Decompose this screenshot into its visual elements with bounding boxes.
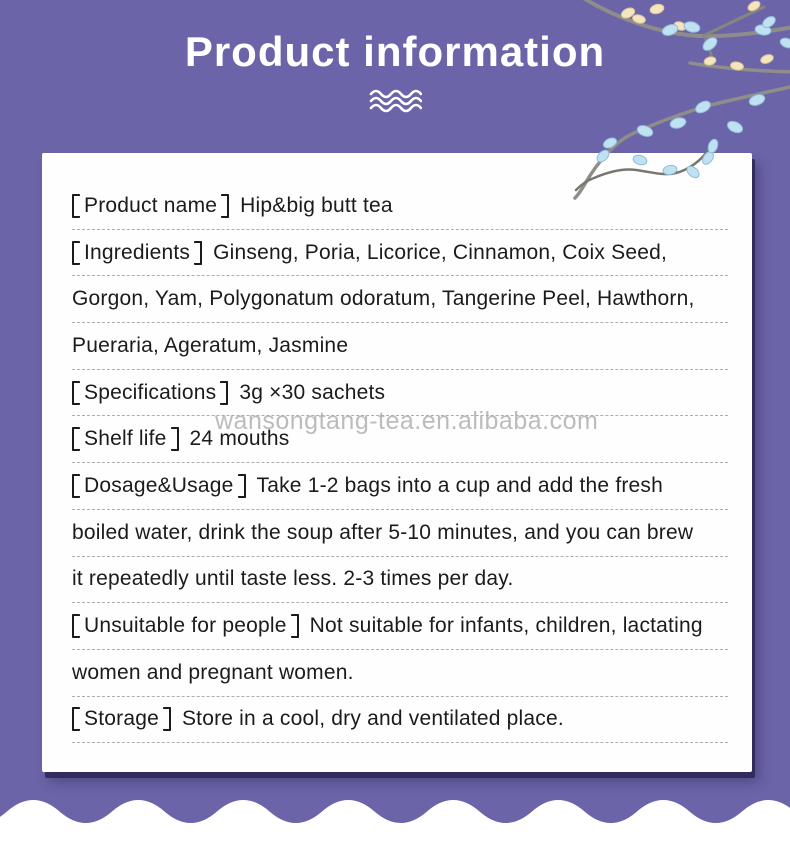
info-row (72, 416, 728, 463)
field-value: Pueraria, Ageratum, Jasmine (72, 333, 349, 357)
watermark-text: wansongtang-tea.en.alibaba.com (215, 407, 599, 435)
page-title: Product information (184, 28, 606, 75)
field-label: Product name (84, 193, 218, 217)
right-lenticular-bracket (194, 241, 202, 265)
info-row (72, 697, 728, 744)
info-row (72, 510, 728, 557)
right-lenticular-bracket (238, 474, 246, 498)
field-value: 24 mouths (189, 427, 290, 451)
field-value: boiled water, drink the soup after 5-10 minutes, and you can brew (72, 520, 694, 544)
page-header (0, 0, 790, 120)
field-value: Gorgon, Yam, Polygonatum odoratum, Tangerine Peel, Hawthorn, (72, 287, 695, 311)
field-label: Shelf life (84, 427, 167, 451)
info-row (72, 276, 728, 323)
scalloped-bottom-edge (0, 794, 790, 854)
info-row (72, 183, 728, 230)
right-lenticular-bracket (291, 614, 299, 638)
left-lenticular-bracket (72, 614, 80, 638)
info-row (72, 323, 728, 370)
product-info-card (42, 153, 752, 772)
field-label: Storage (84, 707, 159, 731)
right-lenticular-bracket (221, 194, 229, 218)
product-info-list (72, 183, 728, 743)
field-value: women and pregnant women. (72, 660, 354, 684)
right-lenticular-bracket (171, 427, 179, 451)
field-value: Take 1-2 bags into a cup and add the fresh (256, 473, 664, 497)
right-lenticular-bracket (220, 381, 228, 405)
left-lenticular-bracket (72, 381, 80, 405)
field-value: Hip&big butt tea (240, 193, 393, 217)
field-value: Ginseng, Poria, Licorice, Cinnamon, Coix Seed, (213, 240, 668, 264)
left-lenticular-bracket (72, 194, 80, 218)
info-row (72, 230, 728, 277)
field-label: Dosage&Usage (84, 473, 234, 497)
field-value: 3g ×30 sachets (239, 380, 386, 404)
field-label: Unsuitable for people (84, 614, 287, 638)
left-lenticular-bracket (72, 241, 80, 265)
field-label: Ingredients (84, 240, 191, 264)
info-row (72, 463, 728, 510)
field-value: Store in a cool, dry and ventilated place. (181, 707, 564, 731)
field-value: it repeatedly until taste less. 2-3 times per day. (72, 567, 514, 591)
left-lenticular-bracket (72, 427, 80, 451)
info-row (72, 370, 728, 417)
left-lenticular-bracket (72, 474, 80, 498)
info-row (72, 603, 728, 650)
right-lenticular-bracket (163, 707, 171, 731)
field-label: Specifications (84, 380, 217, 404)
field-value: Not suitable for infants, children, lactating (309, 614, 703, 638)
left-lenticular-bracket (72, 707, 80, 731)
info-row (72, 650, 728, 697)
info-row (72, 557, 728, 604)
waves-icon (0, 89, 790, 120)
